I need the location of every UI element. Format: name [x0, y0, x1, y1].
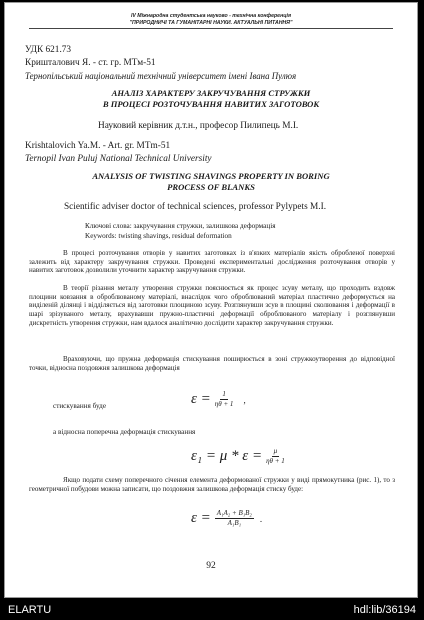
- conference-header-line2: "ПРИРОДНИЧІ ТА ГУМАНІТАРНІ НАУКИ. АКТУАЛЬНІ ПИТАННЯ": [129, 19, 293, 26]
- formula-1-comma: ,: [243, 394, 246, 405]
- adviser-ua: Науковий керівник д.т.н., професор Пилипець М.І.: [98, 121, 299, 131]
- adviser-en: Scientific adviser doctor of technical sciences, professor Pylypets M.I.: [64, 202, 327, 212]
- formula-1-numerator: 1: [222, 390, 226, 398]
- document-page: [4, 2, 418, 598]
- title-en-line2: PROCESS OF BLANKS: [167, 181, 255, 192]
- formula-2-numerator: μ: [273, 447, 278, 455]
- formula-1-fraction: [215, 390, 234, 409]
- paragraph-4: Якщо подати схему поперечного січення елемента деформованої стружки у виді прямокутника (рис. 1), то з геометричної побудови можна записати, що поздовжня залишкова деформація стиску буде:: [29, 476, 395, 493]
- formula-3-fraction: [215, 509, 254, 528]
- formula-2-denominator: ηθ + 1: [266, 457, 285, 465]
- conference-header: [5, 13, 417, 26]
- formula-2-lhs: ε₁ = μ * ε =: [191, 448, 263, 464]
- author-ua: Кришталович Я. - ст. гр. МТм-51: [25, 58, 156, 68]
- keywords-ua: Ключові слова: закручування стружки, залишкова деформація: [85, 222, 276, 230]
- paragraph-3: Враховуючи, що пружна деформація стискування поширюється в зоні стружкоутворення до відповідної точки, відносна поздовжня залишкова деформація: [29, 355, 395, 372]
- page-number: 92: [206, 561, 216, 571]
- formula-3-denominator: A₁B₁: [227, 519, 242, 527]
- formula-3-period: .: [259, 513, 263, 524]
- title-en-line1: ANALYSIS OF TWISTING SHAVINGS PROPERTY IN BORING: [92, 171, 330, 181]
- conference-header-line1: IV Міжнародна студентська науково - технічна конференція: [130, 13, 292, 19]
- formula-1-denominator: ηθ + 1: [214, 400, 234, 408]
- formula-2-fraction: [266, 447, 285, 466]
- footer-handle-link[interactable]: hdl:lib/36194: [353, 604, 416, 616]
- formula-1-label: стискування буде: [53, 402, 107, 410]
- formula-1-lhs: ε =: [191, 391, 211, 407]
- affiliation-ua: Тернопільський національний технічний університет імені Івана Пулюя: [25, 71, 297, 81]
- formula-3-numerator: A₁A₂ + B₁B₂: [216, 509, 252, 517]
- formula-2: [191, 447, 285, 466]
- udc-code: УДК 621.73: [25, 45, 72, 55]
- author-en: Krishtalovich Ya.M. - Art. gr. MTm-51: [25, 141, 171, 151]
- paragraph-1: В процесі розточування отворів у навитих заготовках із в'язких матеріалів якість обробленої поверхні залежить від характеру закручування стружки. Проведені експериментальні дослідження розточування отворів у навитих заготовок дозволили уточнити характер закручування стружки.: [29, 249, 395, 275]
- formula-3-lhs: ε =: [191, 510, 211, 526]
- formula-2-label: а відносна поперечна деформація стискування: [53, 428, 196, 436]
- affiliation-en: Ternopil Ivan Puluj National Technical University: [25, 154, 212, 164]
- footer-repository-name: ELARTU: [8, 604, 52, 616]
- header-divider: [29, 28, 393, 29]
- title-ua-line1: АНАЛІЗ ХАРАКТЕРУ ЗАКРУЧУВАННЯ СТРУЖКИ: [111, 88, 311, 98]
- title-en: [35, 171, 387, 192]
- keywords-en: Keywords: twisting shavings, residual deformation: [85, 232, 232, 240]
- formula-1: [191, 390, 246, 409]
- title-ua-line2: В ПРОЦЕСІ РОЗТОЧУВАННЯ НАВИТИХ ЗАГОТОВОК: [102, 98, 320, 109]
- formula-3: [191, 509, 262, 528]
- title-ua: [35, 88, 387, 109]
- paragraph-2: В теорії різання металу утворення стружки пояснюється як процес зсуву металу, що проходить вздовж площини ковзання в оброблюваному матеріалі, внаслідок чого оброблюваний матеріал пластично деформується на виділеній ділянці і відділяється від заготовки площиною зсуву. Розглянувши зсув в площині сколювання і деформації в шарі зрізуваного металу, врахувавши пружно-пластичні деформації оброблюваного матеріалу і розглянувши дискретність утворення стружки, нам вдалося аналітично дослідити характер закручування стружки.: [29, 284, 395, 327]
